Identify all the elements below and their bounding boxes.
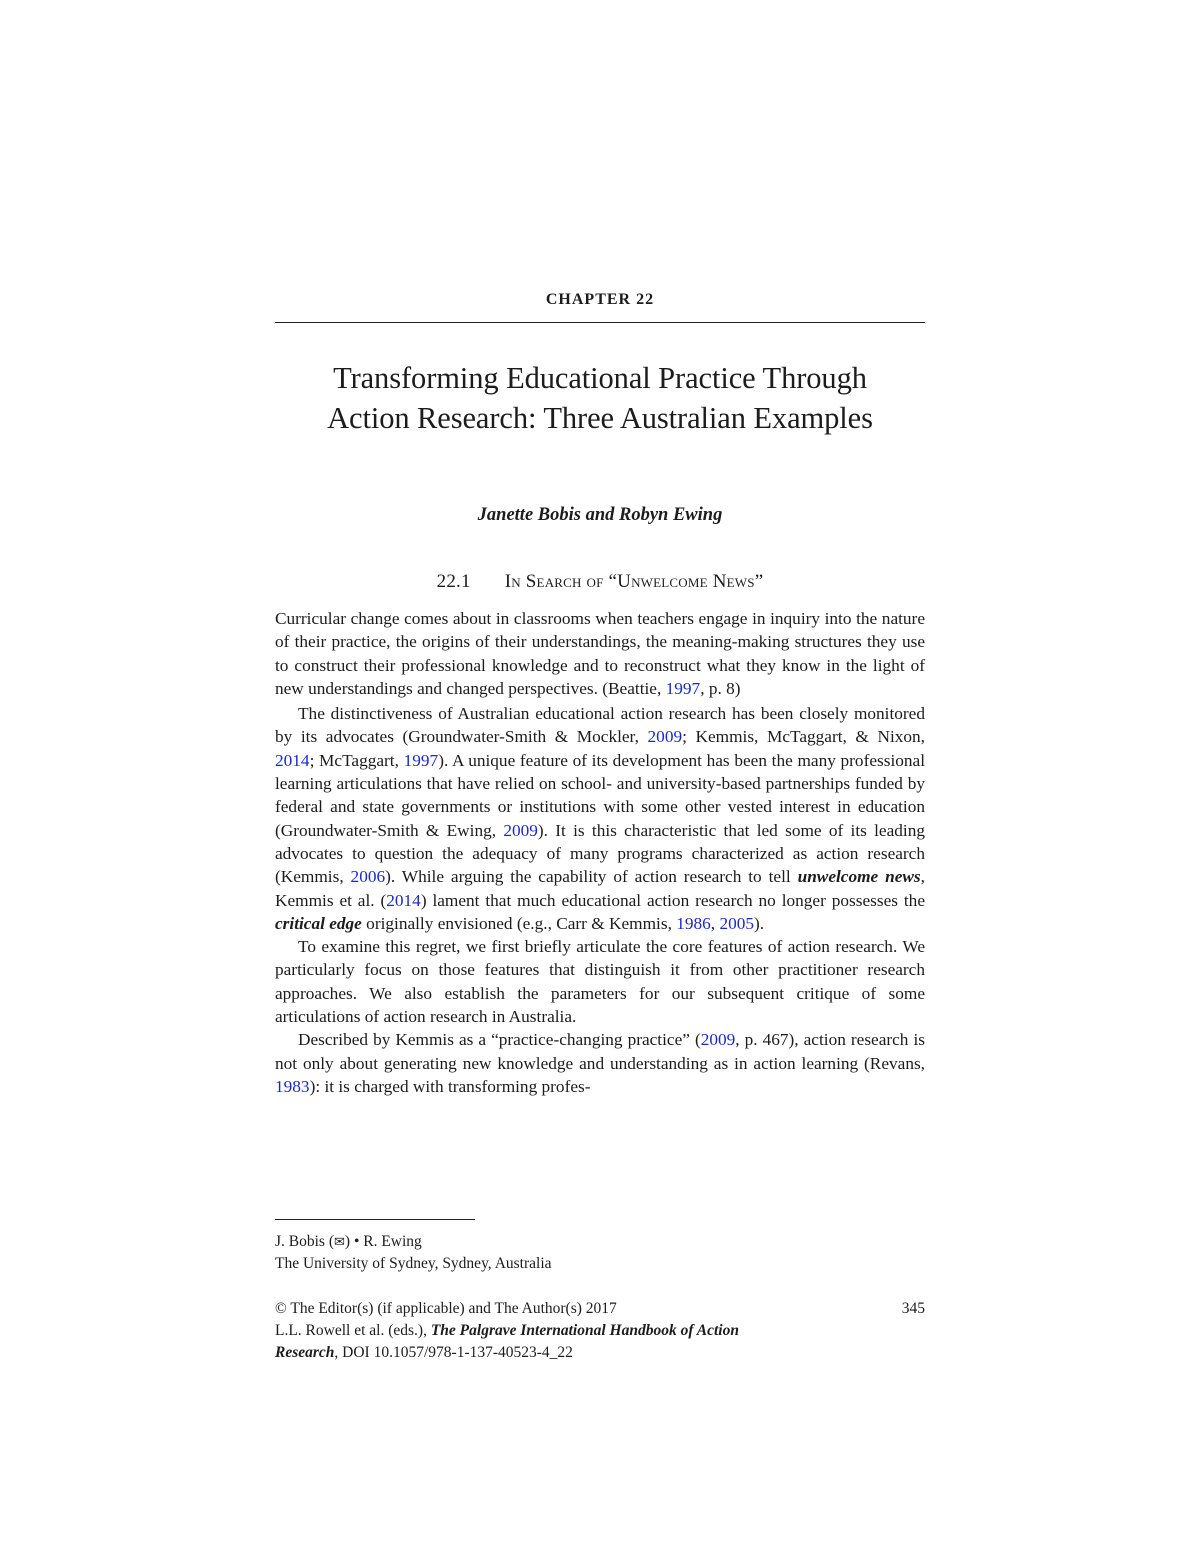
doi-text: , DOI 10.1057/978-1-137-40523-4_22 [334, 1344, 573, 1361]
citation-link[interactable]: 2009 [647, 727, 683, 747]
paragraph-text: , Kemmis et al. ( [275, 867, 925, 910]
citation-link[interactable]: 2014 [386, 890, 421, 910]
body-text [275, 607, 925, 1098]
book-page [275, 0, 925, 1553]
footnote-authors-text: J. Bobis ( [275, 1233, 334, 1250]
citation-link[interactable]: 2009 [503, 820, 538, 840]
citation-link[interactable]: 2005 [719, 913, 754, 933]
footnote-affiliation: The University of Sydney, Sydney, Australia [275, 1255, 552, 1272]
footnote-authors [275, 1231, 925, 1253]
footnote-authors-text: ) • R. Ewing [344, 1233, 422, 1250]
paragraph-text: ). While arguing the capability of action research to tell [385, 867, 798, 887]
citation-link[interactable]: 2009 [700, 1030, 736, 1050]
citation-link[interactable]: 1997 [665, 678, 701, 698]
paragraph-text: , p. 467), action research is not only about generating new knowledge and understanding as in action learning (Revans, [275, 1030, 926, 1073]
paragraph-text: ). [754, 913, 765, 933]
book-citation [275, 1320, 925, 1342]
paragraph [275, 702, 925, 935]
quote-text: Curricular change comes about in classrooms when teachers engage in inquiry into the nature of their practice, the origins of their understandings, the meaning-making structures they use to construct their professional knowledge and to reconstruct what they know in the light of new understandings and changed perspectives. (Beattie, [275, 609, 925, 698]
paragraph-text: ; Kemmis, McTaggart, & Nixon, [682, 727, 925, 747]
section-title: In Search of “Unwelcome News” [504, 571, 764, 592]
paragraph-text: Described by Kemmis as a “practice-changing practice” ( [298, 1030, 701, 1050]
citation-link[interactable]: 1983 [275, 1076, 310, 1096]
paragraph-text: , [710, 913, 720, 933]
section-number: 22.1 [436, 571, 471, 592]
chapter-title-line-1: Transforming Educational Practice Through [333, 361, 867, 395]
paragraph: To examine this regret, we first briefly articulate the core features of action research. We particularly focus on those features that distinguish it from other practitioner research approaches. We also establish the parameters for our subsequent critique of some articulations of action research in Australia. [275, 937, 925, 1027]
paragraph-text: originally envisioned (e.g., Carr & Kemmis, [361, 913, 677, 933]
block-quote [275, 607, 925, 700]
book-citation-text: L.L. Rowell et al. (eds.), [275, 1322, 431, 1339]
paragraph [275, 1028, 925, 1098]
chapter-authors: Janette Bobis and Robyn Ewing [477, 505, 723, 525]
citation-link[interactable]: 2006 [350, 867, 386, 887]
chapter-label: CHAPTER 22 [545, 291, 655, 308]
citation-link[interactable]: 1986 [676, 913, 711, 933]
paragraph-text: The distinctiveness of Australian educational action research has been closely monitored by its advocates (Groundwater-Smith & Mockler, [275, 704, 925, 747]
emphasis-text: critical edge [275, 913, 362, 933]
chapter-divider [275, 322, 925, 323]
citation-link[interactable]: 2014 [275, 750, 310, 770]
paragraph-text: ) lament that much educational action research no longer possesses the [420, 890, 925, 910]
copyright-block [275, 1298, 925, 1364]
paragraph-text: ): it is charged with transforming profes- [309, 1076, 591, 1096]
chapter-title [275, 358, 925, 438]
chapter-title-line-2: Action Research: Three Australian Examples [327, 401, 873, 435]
page-number: 345 [901, 1300, 925, 1317]
book-title: Research [275, 1344, 335, 1361]
book-citation-continued [275, 1342, 925, 1364]
copyright-line: © The Editor(s) (if applicable) and The Author(s) 2017 [275, 1300, 617, 1317]
paragraph-text: ; McTaggart, [309, 750, 404, 770]
book-title: The Palgrave International Handbook of Action [430, 1322, 739, 1339]
emphasis-text: unwelcome news [797, 867, 921, 887]
section-heading [275, 571, 925, 593]
paragraph-text: ). It is this characteristic that led some of its leading advocates to question the adequacy of many programs characterized as action research (Kemmis, [275, 820, 925, 887]
envelope-icon: ✉ [334, 1234, 345, 1249]
footnote-divider [275, 1219, 475, 1220]
citation-link[interactable]: 1997 [403, 750, 439, 770]
author-footnote [275, 1231, 925, 1275]
quote-citation-tail: , p. 8) [700, 678, 741, 698]
paragraph-text: ). A unique feature of its development has been the many professional learning articulations that have relied on school- and university-based partnerships funded by federal and state governments or institutions with some other vested interest in education (Groundwater-Smith & Ewing, [275, 750, 925, 840]
